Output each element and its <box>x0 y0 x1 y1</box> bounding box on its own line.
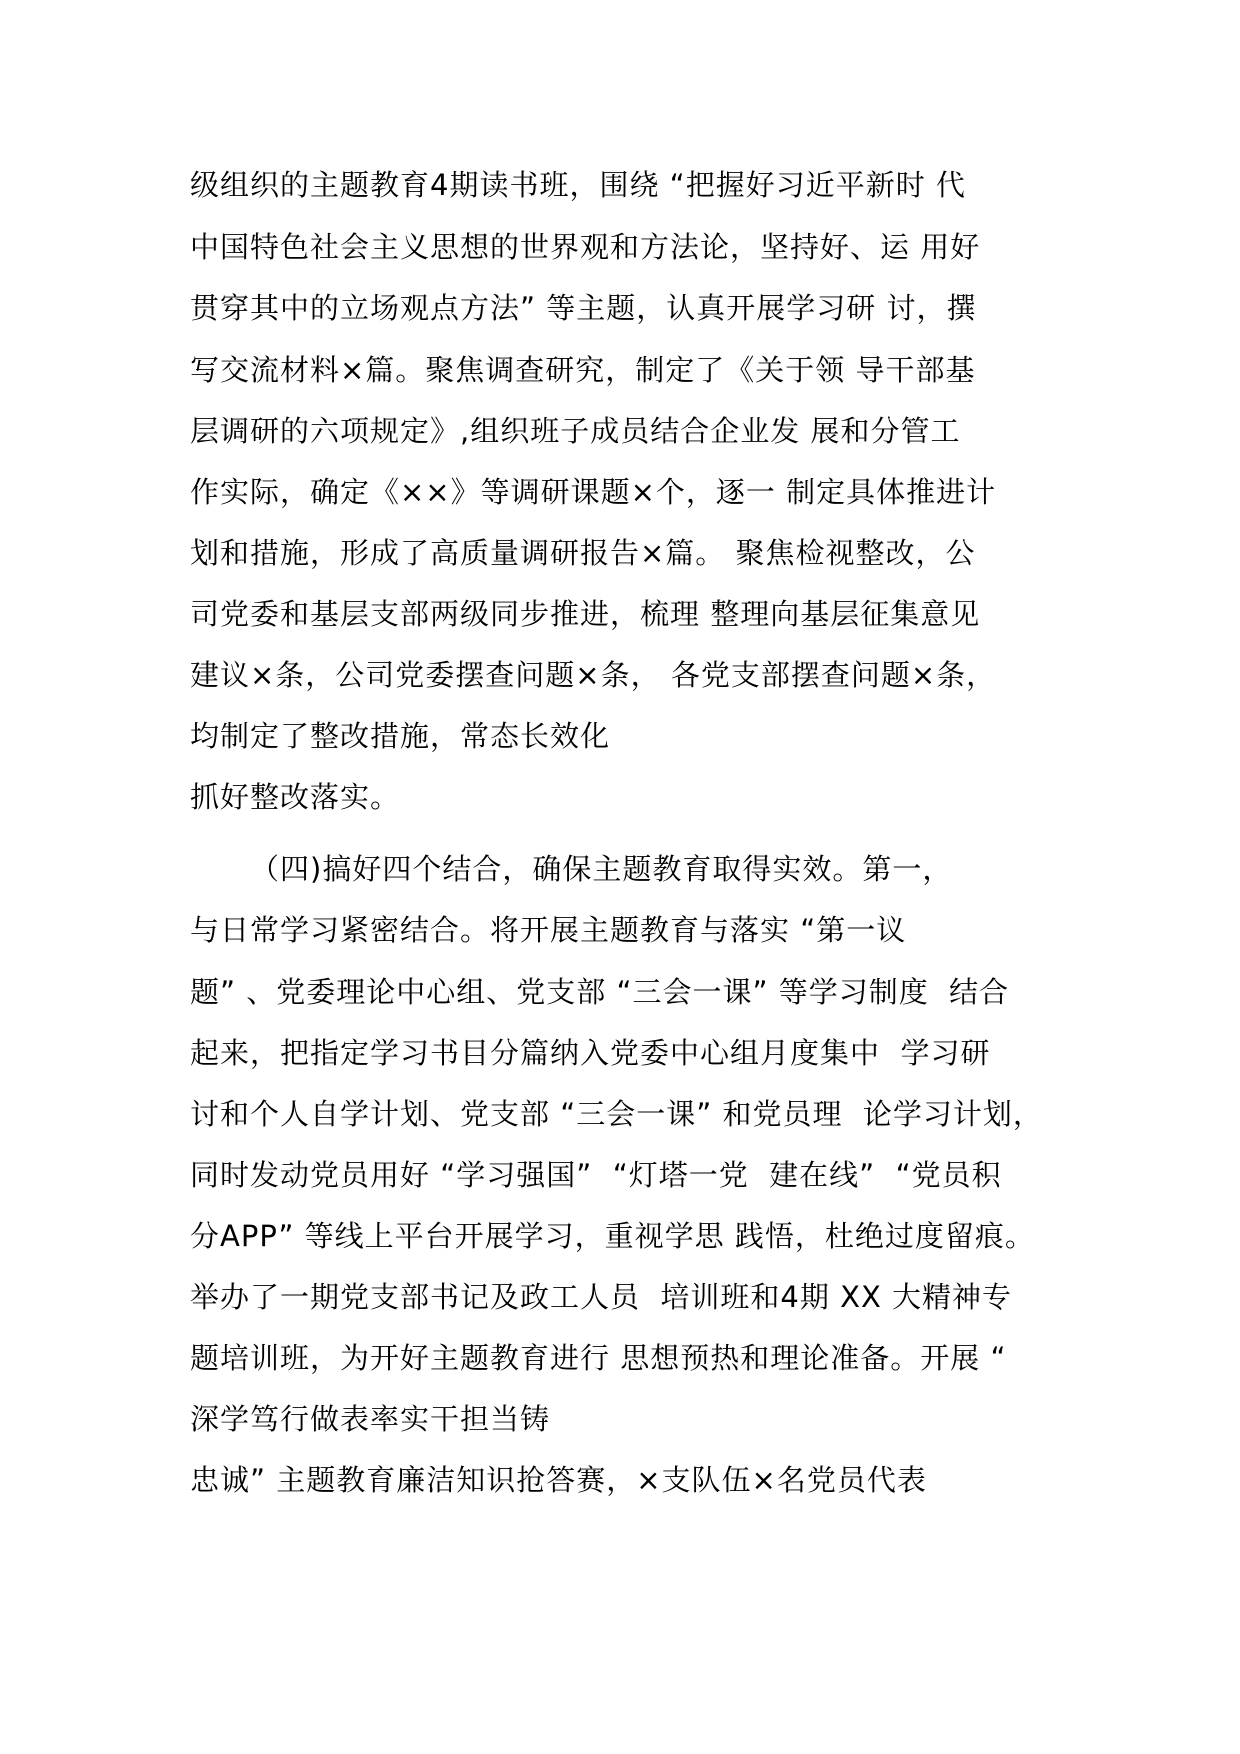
text-line: 同时发动党员用好 “学习强国” “灯塔一党 建在线” “党员积 <box>190 1158 1002 1192</box>
text-line: 建议×条，公司党委摆查问题×条， 各党支部摆查问题×条， <box>190 658 997 692</box>
text-line: 题” 、党委理论中心组、党支部 “三会一课” 等学习制度 结合 <box>190 975 1010 1009</box>
text-line: 写交流材料×篇。聚焦调查研究，制定了《关于领 导干部基 <box>190 353 976 387</box>
text-line: 忠诚” 主题教育廉洁知识抢答赛，×支队伍×名党员代表 <box>190 1463 927 1497</box>
text-line: 层调研的六项规定》,组织班子成员结合企业发 展和分管工 <box>190 414 961 448</box>
text-line: 均制定了整改措施，常态长效化 <box>190 719 611 753</box>
text-line: 贯穿其中的立场观点方法” 等主题，认真开展学习研 讨，撰 <box>190 291 977 325</box>
text-line: 起来，把指定学习书目分篇纳入党委中心组月度集中 学习研 <box>190 1036 991 1070</box>
text-line: 作实际，确定《××》等调研课题×个，逐一 制定具体推进计 <box>190 475 997 509</box>
text-line: 司党委和基层支部两级同步推进，梳理 整理向基层征集意见 <box>190 597 981 631</box>
text-line: 讨和个人自学计划、党支部 “三会一课” 和党员理 论学习计划， <box>190 1097 1043 1131</box>
text-line: 题培训班，为开好主题教育进行 思想预热和理论准备。开展 “ <box>190 1341 1007 1375</box>
text-line: 划和措施，形成了高质量调研报告×篇。 聚焦检视整改，公 <box>190 536 976 570</box>
text-line: 抓好整改落实。 <box>190 780 401 814</box>
paragraph-heading-line: （四)搞好四个结合，确保主题教育取得实效。第一， <box>250 852 953 886</box>
text-line: 级组织的主题教育4期读书班，围绕 “把握好习近平新时 代 <box>190 168 966 202</box>
text-line: 举办了一期党支部书记及政工人员 培训班和4期 XX 大精神专 <box>190 1280 1013 1314</box>
text-line: 与日常学习紧密结合。将开展主题教育与落实 “第一议 <box>190 913 907 947</box>
text-line: 中国特色社会主义思想的世界观和方法论，坚持好、运 用好 <box>190 230 981 264</box>
text-line: 深学笃行做表率实干担当铸 <box>190 1402 551 1436</box>
text-line: 分APP” 等线上平台开展学习，重视学思 践悟，杜绝过度留痕。 <box>190 1219 1035 1253</box>
